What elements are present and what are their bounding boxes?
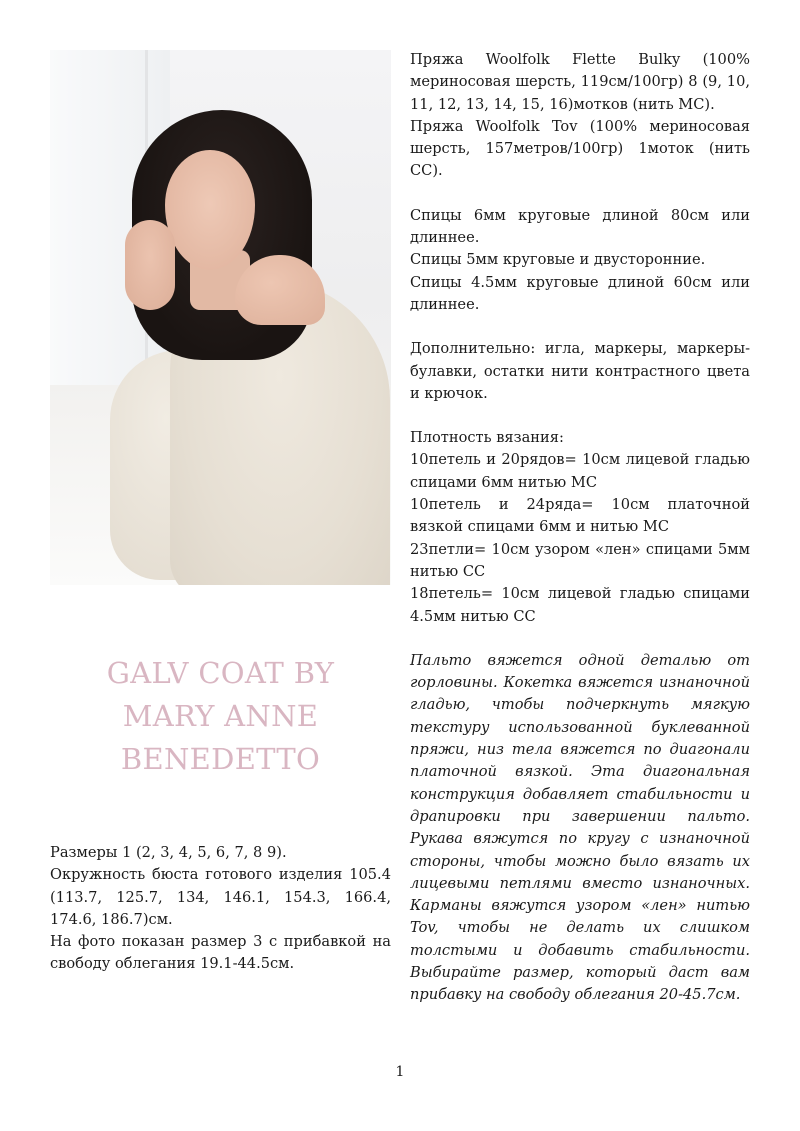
photo-hand: [125, 220, 175, 310]
yarn-main-text: Пряжа Woolfolk Flette Bulky (100% мериносовая шерсть, 119см/100гр) 8 (9, 10, 11, 12, 13, 14, 15, 16)мотков (нить МС).: [410, 51, 750, 113]
yarn-contrast-text: Пряжа Woolfolk Tov (100% мериносовая шерсть, 157метров/100гр) 1моток (нить СС).: [410, 117, 750, 180]
gauge-line-1: 10петель и 20рядов= 10см лицевой гладью спицами 6мм нитью МС: [410, 451, 750, 491]
bust-text: Окружность бюста готового изделия 105.4 (113.7, 125.7, 134, 146.1, 154.3, 166.4, 174.6, 186.7)см.: [50, 866, 391, 928]
title-line-1: GALV COAT BY: [106, 656, 335, 690]
materials-column: [410, 49, 750, 1007]
title-line-2: MARY ANNE: [122, 699, 319, 733]
pattern-title: [50, 652, 391, 781]
photo-size-text: На фото показан размер 3 с прибавкой на свободу облегания 19.1-44.5см.: [50, 933, 391, 973]
gauge-heading: Плотность вязания:: [410, 429, 564, 447]
gauge-line-3: 23петли= 10см узором «лен» спицами 5мм нитью СС: [410, 540, 750, 580]
gauge-line-2: 10петель и 24ряда= 10см платочной вязкой спицами 6мм и нитью МС: [410, 496, 750, 536]
needles-45mm-text: Спицы 4.5мм круговые длиной 60см или длиннее.: [410, 273, 750, 313]
model-photo: [50, 50, 391, 585]
notions-text: Дополнительно: игла, маркеры, маркеры-булавки, остатки нити контрастного цвета и крючок.: [410, 340, 750, 402]
sizes-text: Размеры 1 (2, 3, 4, 5, 6, 7, 8 9).: [50, 844, 287, 861]
needles-6mm-text: Спицы 6мм круговые длиной 80см или длиннее.: [410, 206, 750, 247]
title-line-3: BENEDETTO: [120, 742, 321, 776]
sizes-block: [50, 842, 391, 976]
page-number: 1: [395, 1064, 405, 1080]
gauge-line-4: 18петель= 10см лицевой гладью спицами 4.5мм нитью СС: [410, 585, 750, 625]
description-text: Пальто вяжется одной деталью от горловины. Кокетка вяжется изнаночной гладью, чтобы подчеркнуть мягкую текстуру использованной буклеванной пряжи, низ тела вяжется по диагонали платочной вязкой. Эта диагональная конструкция добавляет стабильности и драпировки при завершении пальто. Рукава вяжутся по кругу с изнаночной стороны, чтобы можно было вязать их лицевыми петлями вместо изнаночных. Карманы вяжутся узором «лен» нитью Tov, чтобы не делать их слишком толстыми и добавить стабильности. Выбирайте размер, который даст вам прибавку на свободу облегания 20-45.7см.: [410, 651, 750, 1004]
needles-5mm-text: Спицы 5мм круговые и двусторонние.: [410, 251, 706, 269]
